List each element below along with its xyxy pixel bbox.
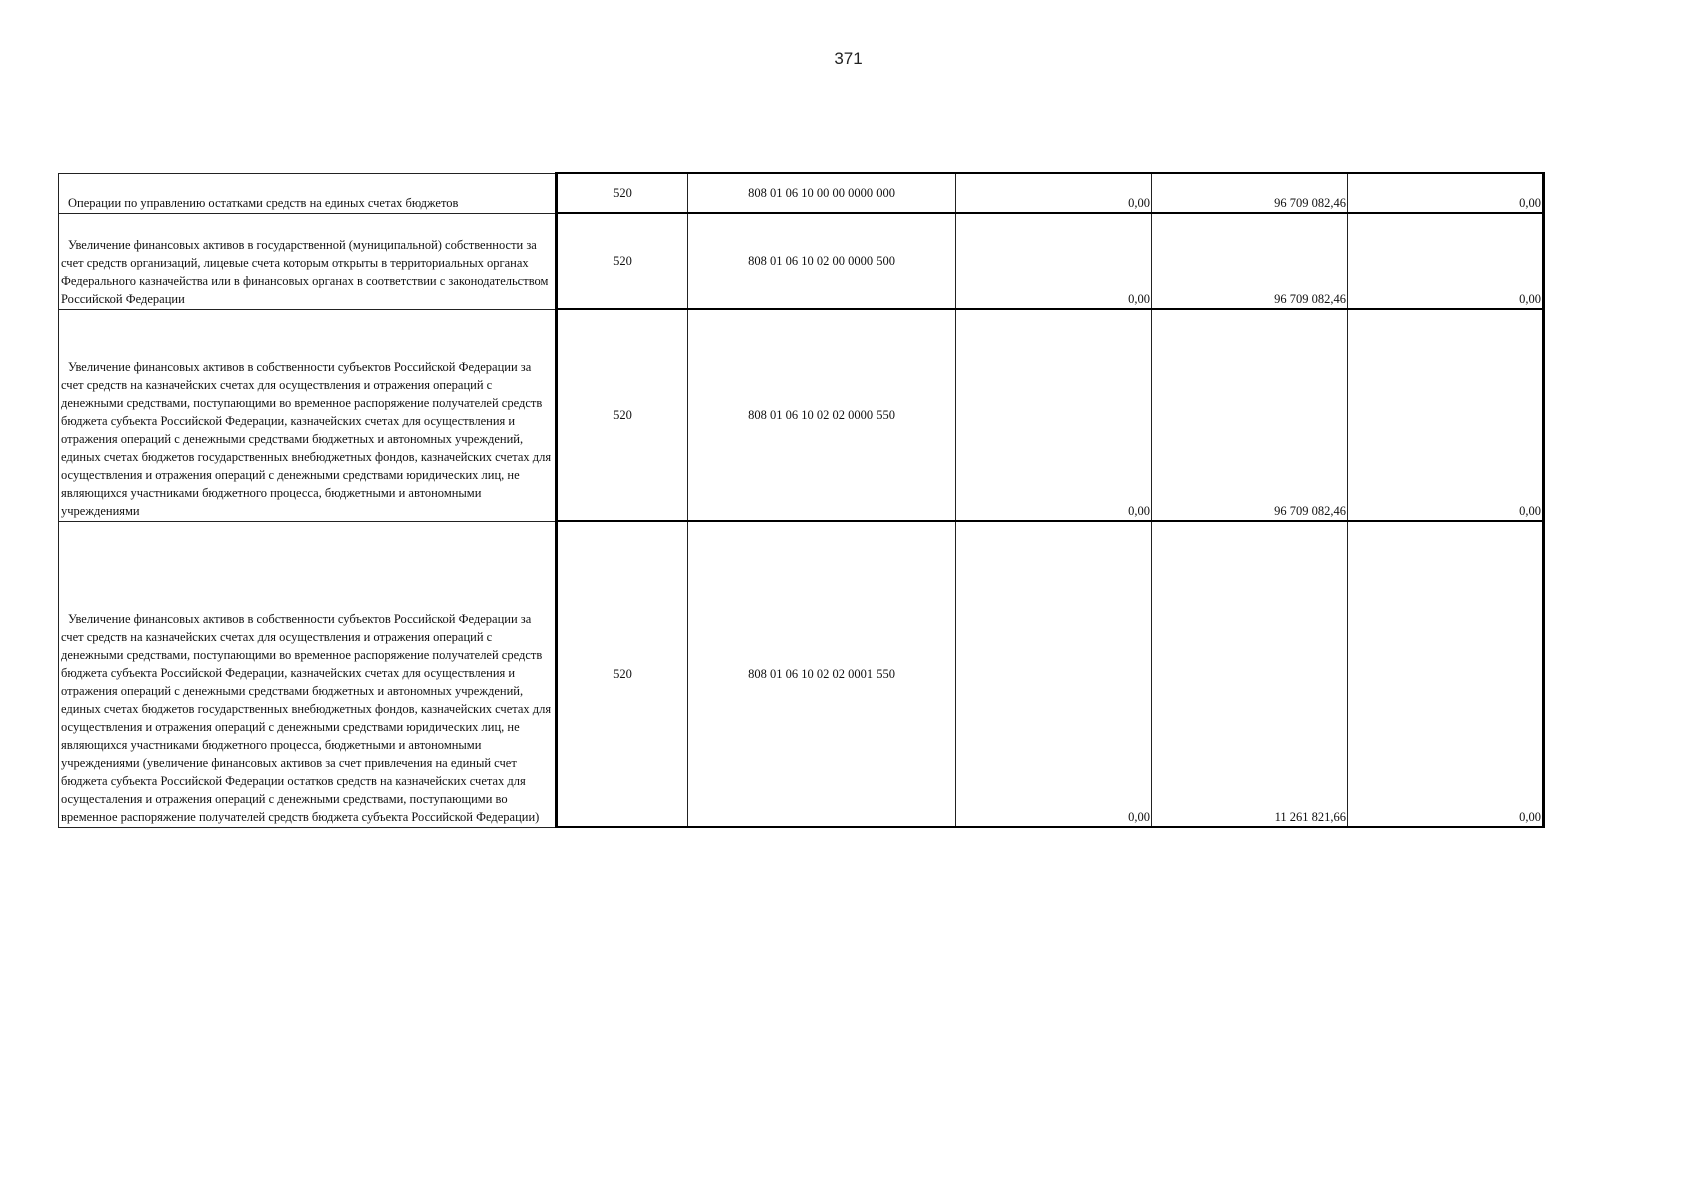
row-value-2-cell: 96 709 082,46 <box>1152 309 1348 521</box>
row-name-cell: Операции по управлению остатками средств на единых счетах бюджетов <box>59 173 557 213</box>
row-value-2-cell: 11 261 821,66 <box>1152 521 1348 827</box>
row-kbk-cell: 808 01 06 10 02 02 0001 550 <box>688 521 956 827</box>
table-row <box>59 173 1544 213</box>
row-kbk-cell: 808 01 06 10 02 02 0000 550 <box>688 309 956 521</box>
row-code-cell: 520 <box>557 309 688 521</box>
row-code-cell: 520 <box>557 213 688 309</box>
row-value-1-cell: 0,00 <box>956 309 1152 521</box>
row-value-1-cell: 0,00 <box>956 521 1152 827</box>
row-value-3-cell: 0,00 <box>1348 173 1544 213</box>
row-value-3-cell: 0,00 <box>1348 309 1544 521</box>
row-kbk-cell: 808 01 06 10 00 00 0000 000 <box>688 173 956 213</box>
row-code-cell: 520 <box>557 173 688 213</box>
row-value-2-cell: 96 709 082,46 <box>1152 173 1348 213</box>
row-value-3-cell: 0,00 <box>1348 521 1544 827</box>
row-name-cell: Увеличение финансовых активов в государственной (муниципальной) собственности за счет средств организаций, лицевые счета которым открыты в территориальных органах Федерального казначейства или в финансовых органах в соответствии с законодательством Российской Федерации <box>59 213 557 309</box>
table-row <box>59 521 1544 827</box>
row-value-1-cell: 0,00 <box>956 213 1152 309</box>
row-value-1-cell: 0,00 <box>956 173 1152 213</box>
table-row <box>59 309 1544 521</box>
row-kbk-cell: 808 01 06 10 02 00 0000 500 <box>688 213 956 309</box>
row-name-cell: Увеличение финансовых активов в собственности субъектов Российской Федерации за счет средств на казначейских счетах для осуществления и отражения операций с денежными средствами, поступающими во временное распоряжение получателей средств бюджета субъекта Российской Федерации, казначейских счетах для осуществления и отражения операций с денежными средствами бюджетных и автономных учреждений, единых счетах бюджетов государственных внебюджетных фондов, казначейских счетах для осуществления и отражения операций с денежными средствами юридических лиц, не являющихся участниками бюджетного процесса, бюджетными и автономными учреждениями <box>59 309 557 521</box>
budget-sources-table <box>58 172 1545 828</box>
row-code-cell: 520 <box>557 521 688 827</box>
row-value-2-cell: 96 709 082,46 <box>1152 213 1348 309</box>
row-name-cell: Увеличение финансовых активов в собственности субъектов Российской Федерации за счет средств на казначейских счетах для осуществления и отражения операций с денежными средствами, поступающими во временное распоряжение получателей средств бюджета субъекта Российской Федерации, казначейских счетах для осуществления и отражения операций с денежными средствами бюджетных и автономных учреждений, единых счетах бюджетов государственных внебюджетных фондов, казначейских счетах для осуществления и отражения операций с денежными средствами юридических лиц, не являющихся участниками бюджетного процесса, бюджетными и автономными учреждениями (увеличение финансовых активов за счет привлечения на единый счет бюджета субъекта Российской Федерации остатков средств на казначейских счетах для осущесталения и отражения операций с денежными средствами, поступающими во временное распоряжение получателей средств бюджета субъекта Российской Федерации) <box>59 521 557 827</box>
page-number: 371 <box>834 49 863 68</box>
row-value-3-cell: 0,00 <box>1348 213 1544 309</box>
table-row <box>59 213 1544 309</box>
